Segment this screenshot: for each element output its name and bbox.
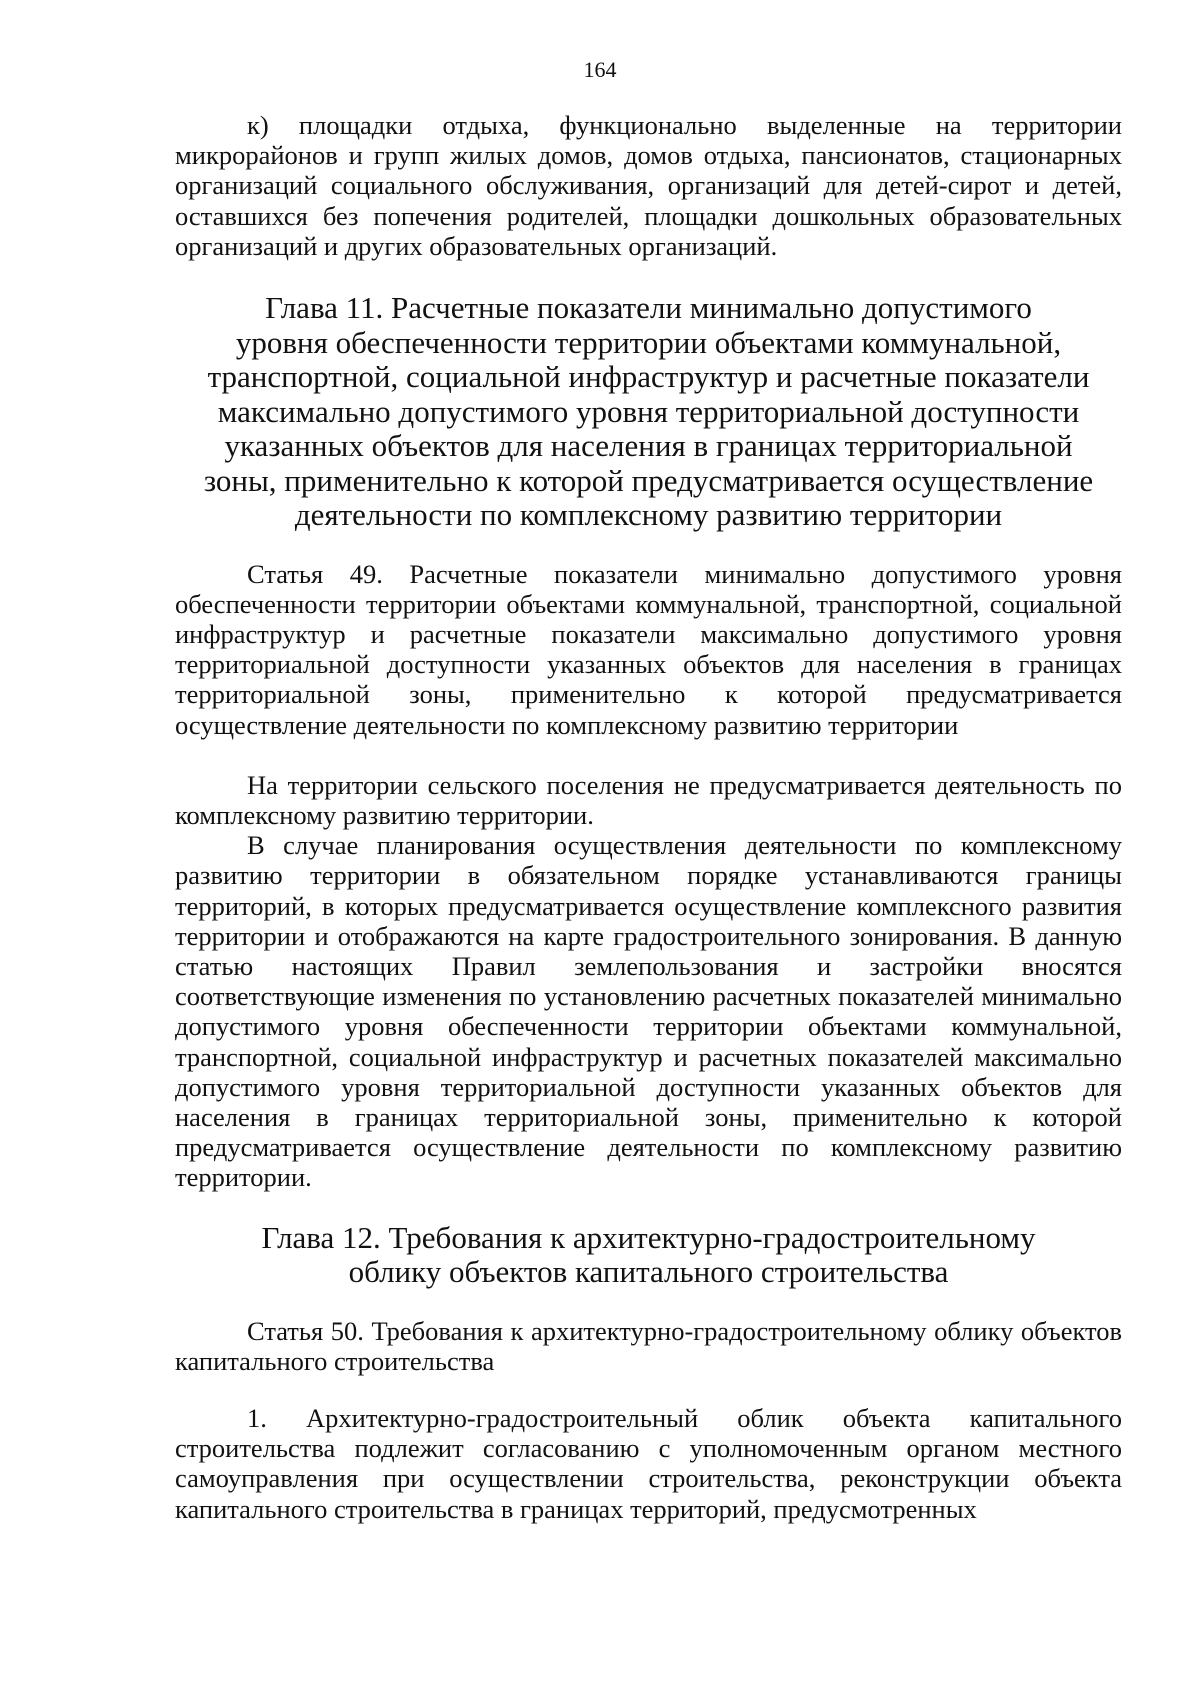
chapter-12-line: Глава 12. Требования к архитектурно-градостроительному bbox=[261, 1219, 1036, 1255]
article-50-paragraph-1: 1. Архитектурно-градостроительный облик объекта капитального строительства подлежит согласованию с уполномоченным органом местного самоуправления при осуществлении строительства, реконструкции объекта капитального строительства в границах территорий, предусмотренных bbox=[175, 1402, 1122, 1524]
chapter-11-line: уровня обеспеченности территории объектами коммунальной, bbox=[235, 324, 1062, 360]
article-49-paragraph-1: На территории сельского поселения не предусматривается деятельность по комплексному развитию территории. bbox=[175, 769, 1122, 830]
chapter-11-line: деятельности по комплексному развитию территории bbox=[294, 497, 1003, 533]
chapter-11-line: указанных объектов для населения в границах территориальной bbox=[224, 428, 1073, 464]
chapter-12-line: облику объектов капитального строительства bbox=[348, 1254, 949, 1290]
page-content bbox=[175, 110, 1122, 1524]
page-number: 164 bbox=[583, 57, 617, 82]
chapter-11-line: транспортной, социальной инфраструктур и расчетные показатели bbox=[207, 359, 1090, 395]
chapter-11-heading bbox=[175, 291, 1122, 533]
article-49-title: Статья 49. Расчетные показатели минимально допустимого уровня обеспеченности территории объектами коммунальной, транспортной, социальной инфраструктур и расчетные показатели максимально допустимого уровня территориальной доступности указанных объектов для населения в границах территориальной зоны, применительно к которой предусматривается осуществление деятельности по комплексному развитию территории bbox=[175, 558, 1122, 740]
chapter-12-heading bbox=[175, 1221, 1122, 1290]
chapter-11-line: максимально допустимого уровня территориальной доступности bbox=[217, 393, 1080, 429]
paragraph-item-k: к) площадки отдыха, функционально выделенные на территории микрорайонов и групп жилых домов, домов отдыха, пансионатов, стационарных организаций социального обслуживания, организаций для детей-сирот и детей, оставшихся без попечения родителей, площадки дошкольных образовательных организаций и других образовательных организаций. bbox=[175, 110, 1122, 261]
chapter-11-line: зоны, применительно к которой предусматривается осуществление bbox=[203, 462, 1094, 498]
article-50-title: Статья 50. Требования к архитектурно-градостроительному облику объектов капитального строительства bbox=[175, 1315, 1122, 1376]
article-49-paragraph-2: В случае планирования осуществления деятельности по комплексному развитию территории в обязательном порядке устанавливаются границы территорий, в которых предусматривается осуществление комплексного развития территории и отображаются на карте градостроительного зонирования. В данную статью настоящих Правил землепользования и застройки вносятся соответствующие изменения по установлению расчетных показателей минимально допустимого уровня обеспеченности территории объектами коммунальной, транспортной, социальной инфраструктур и расчетных показателей максимально допустимого уровня территориальной доступности указанных объектов для населения в границах территориальной зоны, применительно к которой предусматривается осуществление деятельности по комплексному развитию территории. bbox=[175, 830, 1122, 1193]
chapter-11-line: Глава 11. Расчетные показатели минимально допустимого bbox=[265, 290, 1032, 326]
